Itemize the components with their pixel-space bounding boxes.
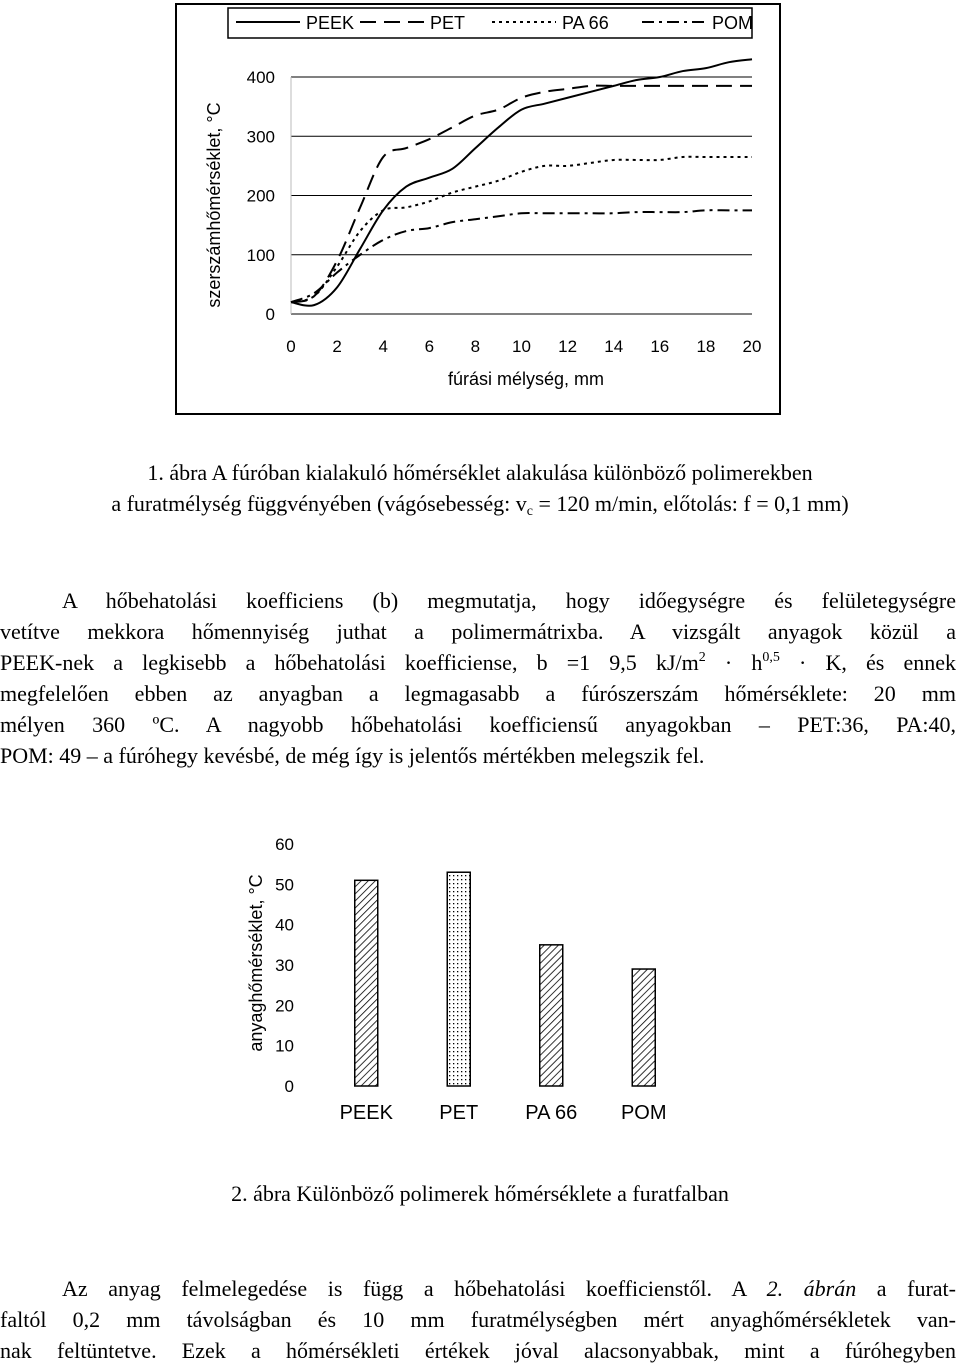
caption-text: a furatmélység függvényében (vágósebesség: v xyxy=(111,491,527,516)
y-tick-label: 10 xyxy=(275,1036,294,1056)
figure-2-bar-chart xyxy=(0,810,960,1140)
series-line-peek xyxy=(291,59,752,306)
x-tick-label: 10 xyxy=(512,337,531,356)
bar-pom xyxy=(632,969,655,1086)
x-category-label: PA 66 xyxy=(525,1102,578,1124)
figure-1-xlabel: fúrási mélység, mm xyxy=(447,369,605,389)
x-tick-label: 16 xyxy=(650,337,670,356)
figure-1-axes xyxy=(247,68,762,356)
caption-subscript: c xyxy=(526,504,533,519)
bar-pa-66 xyxy=(540,945,563,1086)
paragraph-line xyxy=(0,1273,956,1304)
paragraph-line: A hőbehatolási koefficiens (b) megmutatja, hogy időegységre és felületegységre xyxy=(62,588,956,613)
paragraph-2 xyxy=(0,1273,956,1366)
figure-1-line-chart xyxy=(0,0,960,420)
bar-pet xyxy=(447,872,470,1086)
y-tick-label: 200 xyxy=(246,186,275,206)
text-run: PEEK-nek a legkisebb a hőbehatolási koefficiense, b =1 9,5 kJ/m xyxy=(0,650,699,675)
text-run: a furat- xyxy=(856,1276,956,1301)
y-tick-label: 50 xyxy=(275,875,294,895)
x-tick-label: 14 xyxy=(604,337,624,356)
figure-2-ylabel: anyaghőmérséklet, °C xyxy=(246,874,266,1052)
series-line-pom xyxy=(291,210,752,302)
caption-text: = 120 m/min, előtolás: f = 0,1 mm) xyxy=(532,491,849,516)
legend-label: PA 66 xyxy=(562,13,609,33)
x-tick-label: 2 xyxy=(332,337,342,356)
x-category-label: POM xyxy=(620,1102,667,1124)
series-line-pa-66 xyxy=(291,157,752,302)
paragraph-line xyxy=(0,647,956,678)
y-tick-label: 100 xyxy=(246,245,275,265)
superscript: 0,5 xyxy=(762,650,780,665)
y-tick-label: 40 xyxy=(275,915,294,935)
paragraph-line: POM: 49 – a fúróhegy kevésbé, de még így is jelentős mértékben melegszik fel. xyxy=(0,743,705,768)
y-tick-label: 0 xyxy=(284,1077,294,1096)
text-run: Az anyag felmelegedése is függ a hőbehatolási koefficienstől. A xyxy=(62,1276,767,1301)
figure-2-bars xyxy=(340,872,667,1124)
figure-reference: 2. ábrán xyxy=(766,1276,857,1301)
legend-label: POM xyxy=(712,13,754,33)
paragraph-line: mélyen 360 ºC. A nagyobb hőbehatolási koefficiensű anyagokban – PET:36, PA:40, xyxy=(0,712,956,737)
x-category-label: PEEK xyxy=(339,1102,393,1124)
x-tick-label: 6 xyxy=(424,337,435,356)
paragraph-line: megfelelően ebben az anyagban a legmagasabb a fúrószerszám hőmérséklete: 20 mm xyxy=(0,681,956,706)
paragraph-line: faltól 0,2 mm távolságban és 10 mm furatmélységben mért anyaghőmérsékletek van- xyxy=(0,1307,956,1332)
y-tick-label: 0 xyxy=(265,305,275,324)
paragraph-line: vetítve mekkora hőmennyiség juthat a polimermátrixba. A vizsgált anyagok közül a xyxy=(0,619,956,644)
y-tick-label: 400 xyxy=(246,68,275,87)
bar-peek xyxy=(355,880,378,1086)
legend-label: PET xyxy=(430,13,466,33)
figure-1-series xyxy=(291,59,752,306)
figure-1-caption-line2 xyxy=(0,488,960,519)
figure-1-legend xyxy=(228,8,753,38)
x-category-label: PET xyxy=(439,1102,479,1124)
x-tick-label: 0 xyxy=(286,337,296,356)
x-tick-label: 8 xyxy=(470,337,481,356)
paragraph-1 xyxy=(0,585,956,771)
superscript: 2 xyxy=(698,650,706,665)
figure-2-caption: 2. ábra Különböző polimerek hőmérséklete a furatfalban xyxy=(231,1181,729,1206)
figure-2-axes xyxy=(275,835,294,1096)
series-line-pet xyxy=(291,86,752,302)
text-run: · h xyxy=(705,650,763,675)
text-run: · K, és ennek xyxy=(779,650,957,675)
figure-1-ylabel: szerszámhőmérséklet, °C xyxy=(204,102,224,308)
y-tick-label: 300 xyxy=(246,127,275,147)
x-tick-label: 12 xyxy=(558,337,578,356)
x-tick-label: 20 xyxy=(742,337,762,356)
legend-label: PEEK xyxy=(306,13,355,33)
y-tick-label: 60 xyxy=(275,835,294,854)
y-tick-label: 30 xyxy=(275,956,294,975)
figure-1-caption xyxy=(0,457,960,519)
x-tick-label: 4 xyxy=(378,337,388,356)
paragraph-line: nak feltüntetve. Ezek a hőmérsékleti értékek jóval alacsonyabbak, mint a fúróhegyben xyxy=(0,1338,956,1363)
y-tick-label: 20 xyxy=(275,996,294,1016)
x-tick-label: 18 xyxy=(696,337,716,356)
figure-1-caption-line1: 1. ábra A fúróban kialakuló hőmérséklet alakulása különböző polimerekben xyxy=(147,460,813,485)
